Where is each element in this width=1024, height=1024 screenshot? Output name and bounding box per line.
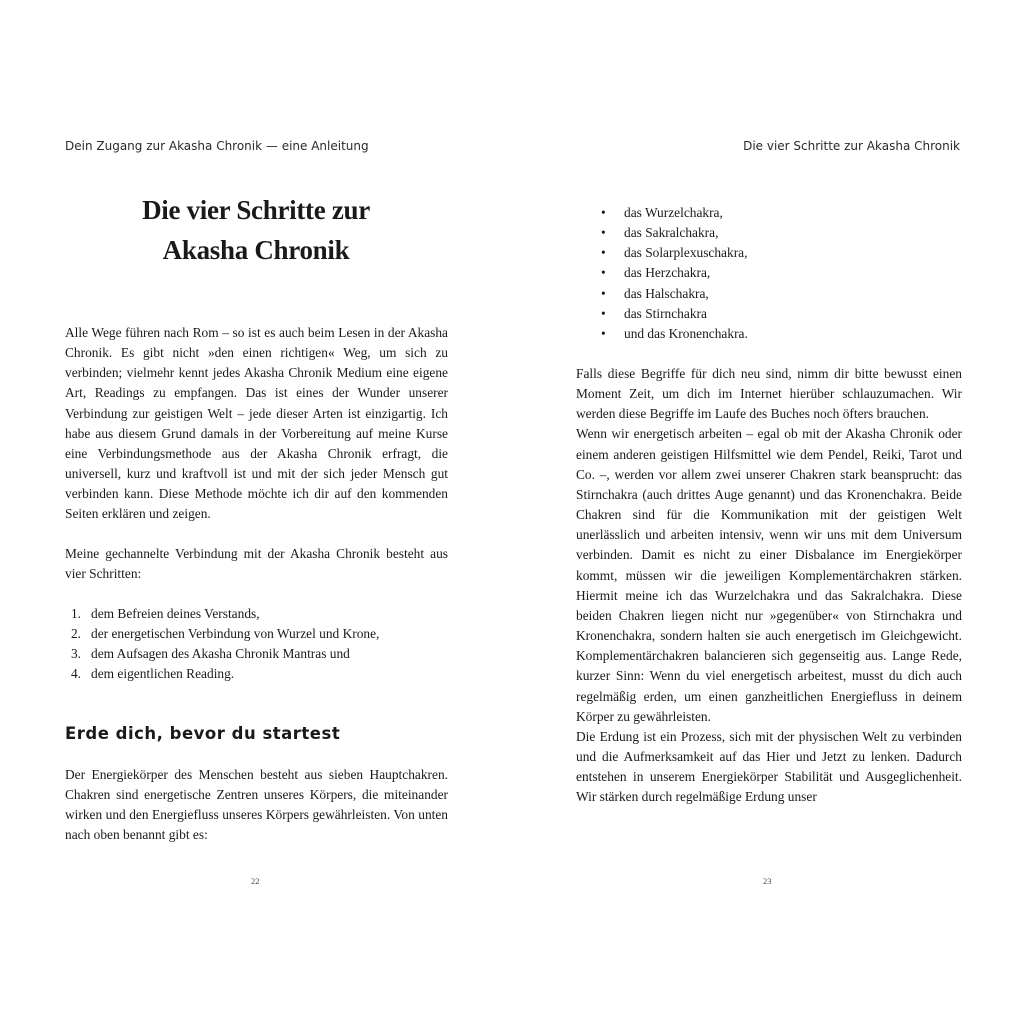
list-item: 2. der energetischen Verbindung von Wurzel und Krone,: [70, 626, 380, 642]
running-head-left: Dein Zugang zur Akasha Chronik — eine Anleitung: [65, 139, 369, 153]
list-item: • und das Kronenchakra.: [598, 324, 962, 344]
chapter-title-line-2: Akasha Chronik: [162, 235, 350, 265]
bullet-icon: •: [601, 245, 606, 261]
section-heading: Erde dich, bevor du startest: [65, 724, 341, 743]
intro-paragraph: Alle Wege führen nach Rom – so ist es auch beim Lesen in der Akasha Chronik. Es gibt nicht »den einen richtigen« Weg, um sich zu verbinden; vielmehr kennt jedes Akasha Chronik Medium eine eigene Art, Readings zu empfangen. Das ist eines der Wunder unserer Verbindung zur geistigen Welt – jede dieser Arten ist einzigartig. Ich habe aus diesem Grund damals in der Vorbereitung auf meine Kurse eine Verbindungsmethode aus der Akasha Chronik erfragt, die universell, kurz und kraftvoll ist und mit der sich jeder Mensch gut verbinden kann. Diese Methode möchte ich dir auf den kommenden Seiten erklären und zeigen.: [65, 325, 448, 522]
steps-intro-paragraph: Meine gechannelte Verbindung mit der Akasha Chronik besteht aus vier Schritten:: [65, 546, 448, 582]
terms-paragraph-block: [576, 364, 962, 807]
terms-paragraph: Falls diese Begriffe für dich neu sind, nimm dir bitte bewusst einen Moment Zeit, um dich im Internet hierüber schlauzumachen. Wir werden diese Begriffe im Laufe des Buches noch öfters brauchen.: [576, 366, 962, 422]
chapter-title: [64, 190, 448, 270]
list-item: 4. dem eigentlichen Reading.: [70, 666, 235, 682]
list-item: • das Sakralchakra,: [598, 223, 962, 243]
steps-intro-block: [65, 544, 448, 584]
intro-paragraph-block: [65, 323, 448, 525]
list-item: • das Stirnchakra: [598, 304, 962, 324]
list-item: • das Solarplexuschakra,: [598, 243, 962, 263]
page-number-left: 22: [251, 876, 260, 886]
running-head-right: Die vier Schritte zur Akasha Chronik: [743, 139, 960, 153]
list-item: • das Halschakra,: [598, 284, 962, 304]
right-page: [512, 0, 1024, 1024]
steps-list-block: [65, 604, 448, 685]
list-item: 3. dem Aufsagen des Akasha Chronik Mantras und: [70, 646, 350, 662]
bullet-icon: •: [601, 205, 606, 220]
bullet-icon: •: [601, 225, 606, 241]
chakra-intro-paragraph: Der Energiekörper des Menschen besteht aus sieben Hauptchakren. Chakren sind energetische Zentren unseres Körpers, die miteinander wirken und den Energiefluss unseres Körpers gewährleisten. Von unten nach oben benannt gibt es:: [65, 767, 448, 843]
list-item: 1. dem Befreien deines Verstands,: [70, 606, 260, 621]
bullet-icon: •: [601, 265, 606, 281]
chapter-title-line-1: Die vier Schritte zur: [142, 195, 370, 225]
energy-work-paragraph: Wenn wir energetisch arbeiten – egal ob mit der Akasha Chronik oder einem anderen geistigen Hilfsmittel wie dem Pendel, Reiki, Tarot und Co. –, werden vor allem zwei unserer Chakren stark beansprucht: das Stirnchakra (auch drittes Auge genannt) und das Kronenchakra. Beide Chakren sind für die Kommunikation mit der geistigen Welt unerlässlich und arbeiten intensiv, wenn wir uns mit dem Universum verbinden. Damit es nicht zu einer Disbalance im Energiekörper kommt, müssen wir die jeweiligen Komplementärchakren stärken. Hiermit meine ich das Wurzelchakra und das Sakralchakra. Diese beiden Chakren liegen nicht nur »gegenüber« von Stirnchakra und Kronenchakra, sondern halten sie auch energetisch im Gleichgewicht. Komplementärchakren balancieren sich gegenseitig aus. Lange Rede, kurzer Sinn: Wenn du viel energetisch arbeitest, musst du dich auch regelmäßig erden, um einen ganzheitlichen Energiefluss in deinem Körper zu gewährleisten.: [576, 426, 962, 724]
page-number-right: 23: [763, 876, 772, 886]
steps-list: [65, 604, 448, 685]
list-item: • das Herzchakra,: [598, 263, 962, 283]
section-heading-block: [65, 724, 448, 743]
chakra-intro-block: [65, 765, 448, 846]
chakra-list-block: [576, 203, 962, 344]
bullet-icon: •: [601, 285, 606, 301]
grounding-paragraph: Die Erdung ist ein Prozess, sich mit der physischen Welt zu verbinden und die Aufmerksamkeit auf das Hier und Jetzt zu lenken. Dadurch entstehen in unserem Energiekörper Stabilität und Ausgeglichenheit. Wir stärken durch regelmäßige Erdung unser: [576, 728, 962, 805]
list-item: • das Wurzelchakra,: [598, 203, 962, 223]
bullet-icon: •: [601, 325, 606, 341]
bullet-icon: •: [601, 305, 606, 321]
chakra-list: [576, 203, 962, 344]
